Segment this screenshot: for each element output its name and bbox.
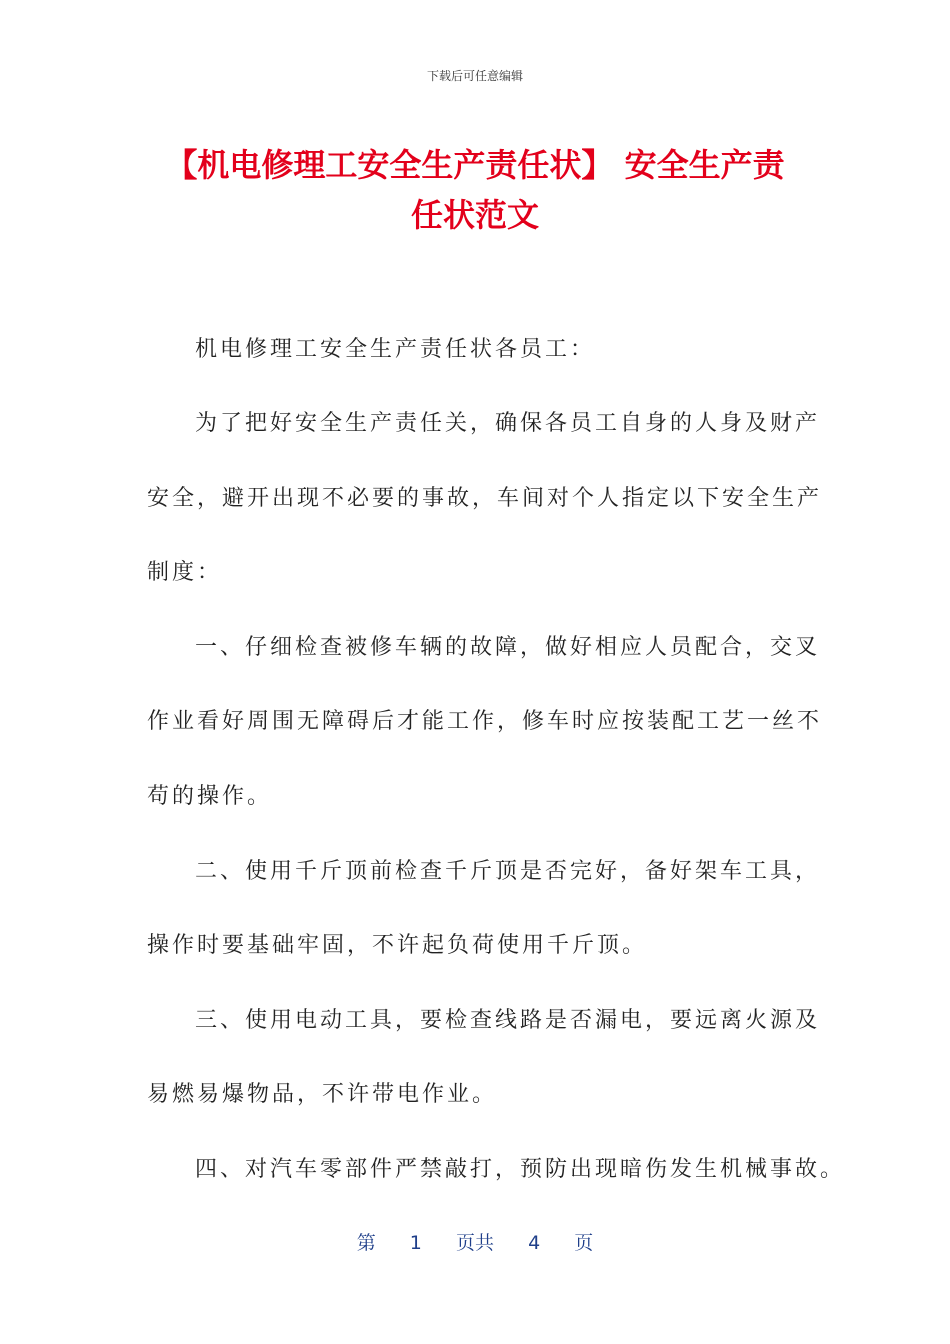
body-line: 制度： xyxy=(147,560,223,585)
body-line: 操作时要基础牢固，不许起负荷使用千斤顶。 xyxy=(147,933,648,958)
header-note: 下载后可任意编辑 xyxy=(426,69,523,83)
footer-middle: 页共 xyxy=(455,1232,494,1254)
body-line: 为了把好安全生产责任关，确保各员工自身的人身及财产 xyxy=(195,411,821,436)
document-title xyxy=(140,140,810,240)
title-line-1: 【机电修理工安全生产责任状】 安全生产责 xyxy=(165,146,785,184)
footer-page-number: 1 xyxy=(409,1232,422,1254)
body-line: 机电修理工安全生产责任状各员工： xyxy=(195,337,596,362)
body-line: 三、使用电动工具，要检查线路是否漏电，要远离火源及 xyxy=(195,1008,821,1033)
body-line: 安全，避开出现不必要的事故，车间对个人指定以下安全生产 xyxy=(147,486,823,511)
body-line: 易燃易爆物品，不许带电作业。 xyxy=(147,1082,498,1107)
footer-total-pages: 4 xyxy=(528,1232,541,1254)
body-line: 苟的操作。 xyxy=(147,784,273,809)
title-line-2: 任状范文 xyxy=(410,196,539,234)
footer-suffix: 页 xyxy=(574,1232,594,1254)
body-line: 四、对汽车零部件严禁敲打，预防出现暗伤发生机械事故。 xyxy=(195,1157,846,1182)
page-footer xyxy=(0,1228,950,1255)
body-line: 一、仔细检查被修车辆的故障，做好相应人员配合，交叉 xyxy=(195,635,821,660)
footer-prefix: 第 xyxy=(356,1232,376,1254)
body-line: 二、使用千斤顶前检查千斤顶是否完好，备好架车工具， xyxy=(195,859,821,884)
body-line: 作业看好周围无障碍后才能工作，修车时应按装配工艺一丝不 xyxy=(147,709,823,734)
